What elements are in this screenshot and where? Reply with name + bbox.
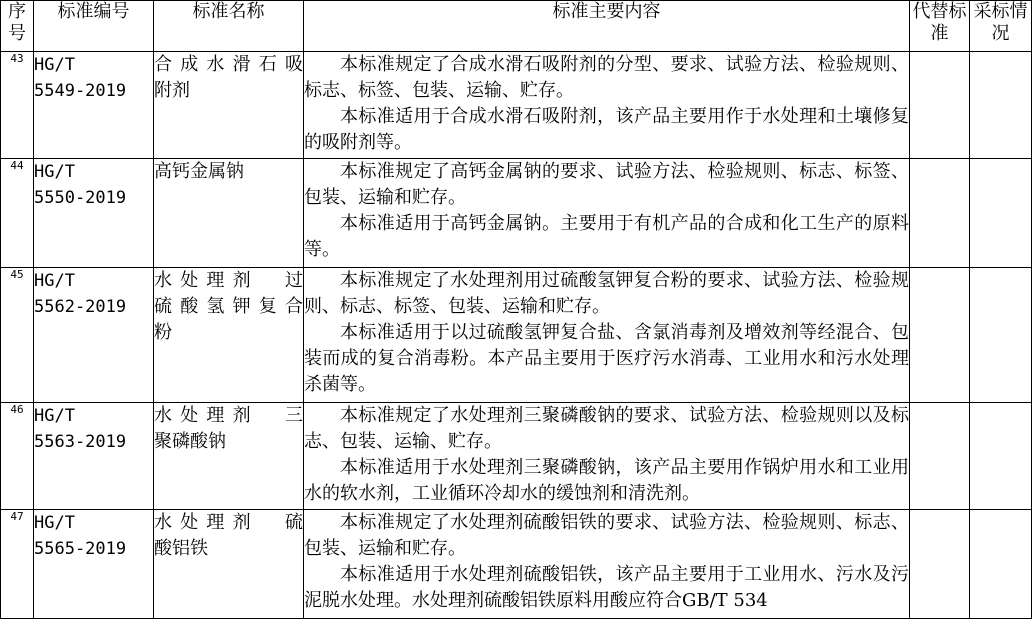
replace-cell <box>910 510 970 619</box>
code-number: 5562-2019 <box>34 297 127 317</box>
replace-cell <box>910 52 970 159</box>
standard-content <box>304 268 910 403</box>
content-paragraph: 本标准规定了高钙金属钠的要求、试验方法、检验规则、标志、标签、包装、运输和贮存。 <box>304 161 909 208</box>
replace-cell <box>910 268 970 403</box>
standard-content <box>304 403 910 510</box>
code-prefix: HG/T <box>34 513 75 533</box>
name-line: 高钙金属钠 <box>154 161 244 182</box>
code-number: 5563-2019 <box>34 432 127 452</box>
header-name: 标准名称 <box>154 1 304 52</box>
content-paragraph: 本标准适用于高钙金属钠。主要用于有机产品的合成和化工生产的原料等。 <box>304 213 909 260</box>
code-prefix: HG/T <box>34 55 75 75</box>
adopt-cell <box>970 159 1032 268</box>
standard-code <box>34 403 154 510</box>
adopt-cell <box>970 510 1032 619</box>
standard-name <box>154 52 304 159</box>
code-prefix: HG/T <box>34 162 75 182</box>
table-row <box>1 159 1032 268</box>
name-line: 硫酸氢钾复合 <box>154 296 303 317</box>
content-paragraph: 本标准规定了水处理剂三聚磷酸钠的要求、试验方法、检验规则以及标志、包装、运输、贮存。 <box>304 405 909 452</box>
adopt-cell <box>970 403 1032 510</box>
table-row <box>1 268 1032 403</box>
header-seq: 序号 <box>1 1 34 52</box>
name-line: 水处理剂 三 <box>154 405 303 426</box>
content-paragraph: 本标准适用于水处理剂硫酸铝铁，该产品主要用于工业用水、污水及污泥脱水处理。水处理剂硫酸铝铁原料用酸应符合GB/T 534 <box>304 564 909 611</box>
code-number: 5550-2019 <box>34 188 127 208</box>
standard-content <box>304 52 910 159</box>
name-line: 水处理剂 过 <box>154 270 303 291</box>
standard-name <box>154 510 304 619</box>
standard-name <box>154 159 304 268</box>
standard-code <box>34 159 154 268</box>
header-replace: 代替标准 <box>910 1 970 52</box>
row-seq: 44 <box>1 159 34 268</box>
header-content: 标准主要内容 <box>304 1 910 52</box>
name-line: 酸铝铁 <box>154 538 208 559</box>
row-seq: 45 <box>1 268 34 403</box>
code-prefix: HG/T <box>34 406 75 426</box>
name-line: 粉 <box>154 322 172 343</box>
content-paragraph: 本标准规定了水处理剂用过硫酸氢钾复合粉的要求、试验方法、检验规则、标志、标签、包装、运输和贮存。 <box>304 270 909 317</box>
replace-cell <box>910 403 970 510</box>
row-seq: 47 <box>1 510 34 619</box>
table-row <box>1 510 1032 619</box>
standard-name <box>154 268 304 403</box>
content-paragraph: 本标准适用于水处理剂三聚磷酸钠，该产品主要用作锅炉用水和工业用水的软水剂，工业循环冷却水的缓蚀剂和清洗剂。 <box>304 457 909 504</box>
code-number: 5565-2019 <box>34 539 127 559</box>
content-paragraph: 本标准规定了合成水滑石吸附剂的分型、要求、试验方法、检验规则、标志、标签、包装、运输、贮存。 <box>304 54 909 101</box>
standard-content <box>304 159 910 268</box>
adopt-cell <box>970 52 1032 159</box>
name-line: 附剂 <box>154 80 190 101</box>
table-row <box>1 403 1032 510</box>
content-paragraph: 本标准适用于以过硫酸氢钾复合盐、含氯消毒剂及增效剂等经混合、包装而成的复合消毒粉。本产品主要用于医疗污水消毒、工业用水和污水处理杀菌等。 <box>304 322 909 395</box>
header-code: 标准编号 <box>34 1 154 52</box>
standard-code <box>34 268 154 403</box>
name-line: 合成水滑石吸 <box>154 54 303 75</box>
table-row <box>1 52 1032 159</box>
replace-cell <box>910 159 970 268</box>
row-seq: 43 <box>1 52 34 159</box>
content-paragraph: 本标准规定了水处理剂硫酸铝铁的要求、试验方法、检验规则、标志、包装、运输和贮存。 <box>304 512 909 559</box>
name-line: 聚磷酸钠 <box>154 431 226 452</box>
standard-code <box>34 510 154 619</box>
code-number: 5549-2019 <box>34 81 127 101</box>
row-seq: 46 <box>1 403 34 510</box>
standard-content <box>304 510 910 619</box>
content-paragraph: 本标准适用于合成水滑石吸附剂，该产品主要用作于水处理和土壤修复的吸附剂等。 <box>304 106 909 153</box>
adopt-cell <box>970 268 1032 403</box>
standard-name <box>154 403 304 510</box>
standard-code <box>34 52 154 159</box>
header-adopt: 采标情况 <box>970 1 1032 52</box>
code-prefix: HG/T <box>34 271 75 291</box>
header-row <box>1 1 1032 52</box>
name-line: 水处理剂 硫 <box>154 512 303 533</box>
